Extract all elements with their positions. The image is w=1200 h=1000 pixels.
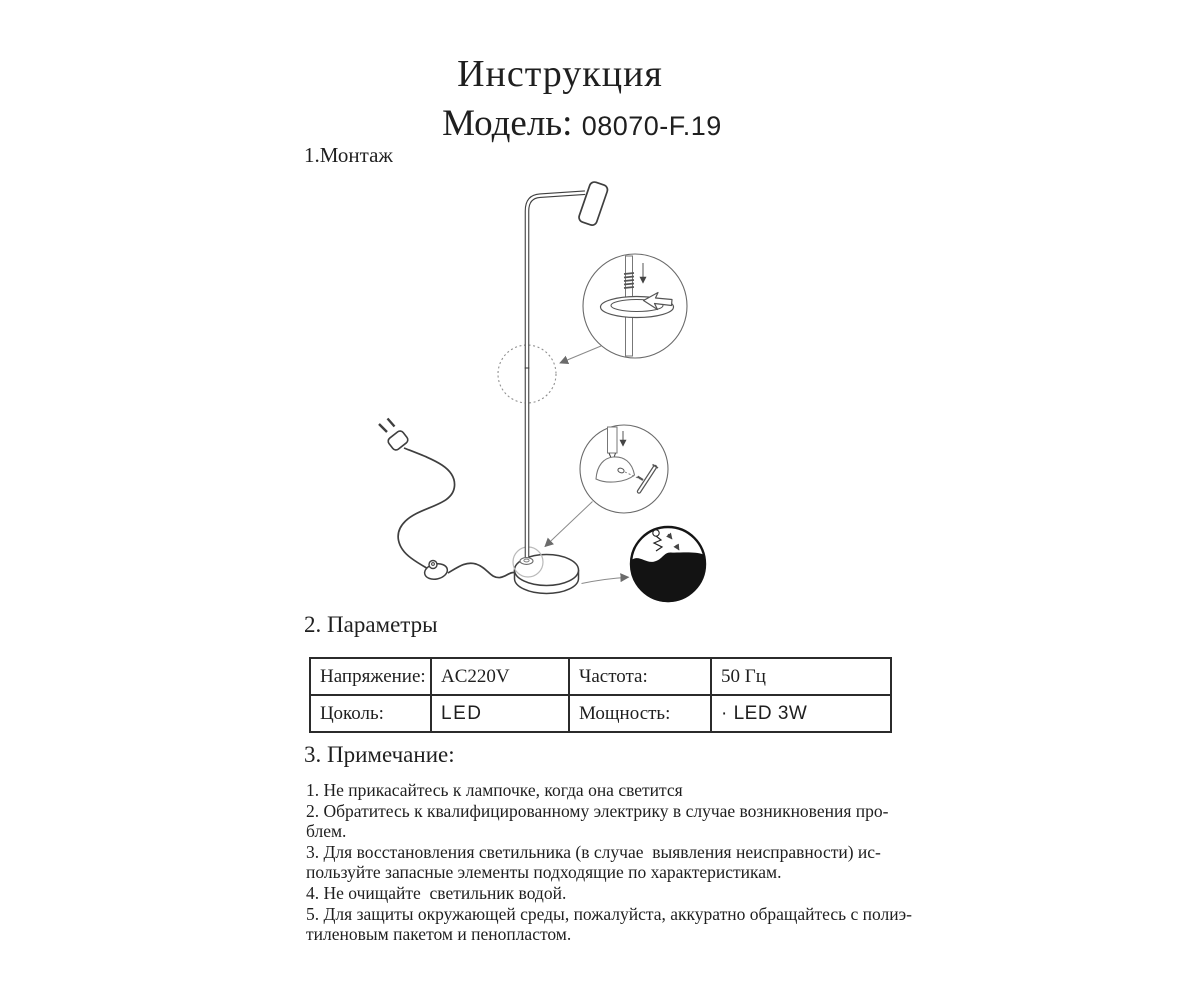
note-line: 5. Для защиты окружающей среды, пожалуйста, аккуратно обращайтесь с полиэ- <box>306 903 912 924</box>
leader-to-base-junction <box>545 502 593 547</box>
param-label-power: Мощность: <box>569 695 711 732</box>
leader-to-base-underside <box>582 577 629 583</box>
note-line: тиленовым пакетом и пенопластом. <box>306 924 572 945</box>
model-label: Модель: <box>442 103 573 144</box>
lamp-pole <box>520 193 585 565</box>
parameters-table <box>309 657 892 733</box>
foot-switch <box>423 561 449 582</box>
note-line: 4. Не очищайте светильник водой. <box>306 882 567 903</box>
detail-base-mount <box>580 425 668 513</box>
note-line: пользуйте запасные элементы подходящие по характеристикам. <box>306 862 782 883</box>
lamp-head <box>578 181 609 227</box>
leader-to-pole-joint <box>560 346 601 363</box>
detail-pole-screw-joint <box>583 254 687 358</box>
power-plug <box>379 419 409 452</box>
detail-pole-end <box>608 427 618 453</box>
power-cord <box>379 419 514 582</box>
assembly-diagram <box>368 158 720 610</box>
note-line: блем. <box>306 821 347 842</box>
param-value-voltage: AC220V <box>431 658 569 695</box>
model-number: 08070-F.19 <box>581 111 722 141</box>
section-notes-heading: 3. Примечание: <box>304 742 455 767</box>
note-line: 3. Для восстановления светильника (в случае выявления неисправности) ис- <box>306 841 881 862</box>
note-line: 1. Не прикасайтесь к лампочке, когда она светится <box>306 780 683 800</box>
base-underside-fill <box>631 552 705 602</box>
pole-base-cap <box>520 558 533 565</box>
param-value-power: · LED 3W <box>711 695 891 732</box>
model-line <box>0 102 1164 145</box>
param-value-frequency: 50 Гц <box>711 658 891 695</box>
notes-list <box>306 780 912 945</box>
detail-base-underside <box>631 527 705 602</box>
param-value-socket: LED <box>431 695 569 732</box>
note-line: 2. Обратитесь к квалифицированному электрику в случае возникновения про- <box>306 800 889 821</box>
param-label-voltage: Напряжение: <box>310 658 431 695</box>
param-label-socket: Цоколь: <box>310 695 431 732</box>
table-row <box>310 695 891 732</box>
param-label-frequency: Частота: <box>569 658 711 695</box>
section-parameters-heading: 2. Параметры <box>304 612 438 637</box>
table-row <box>310 658 891 695</box>
section-assembly-heading: 1.Монтаж <box>304 143 393 167</box>
page-title: Инструкция <box>457 53 663 95</box>
